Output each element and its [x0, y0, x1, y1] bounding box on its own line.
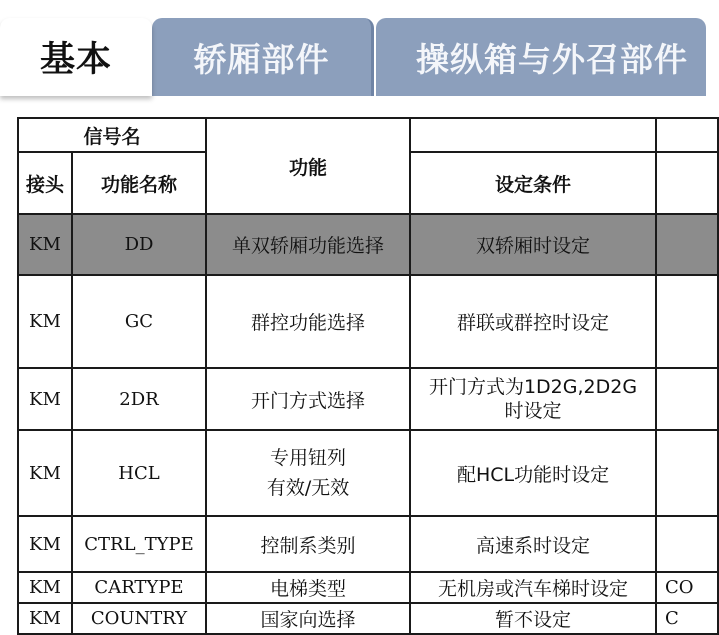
cell-function: 专用钮列有效/无效 [206, 430, 410, 516]
tab-bar [0, 0, 688, 108]
cell-connector: KM [18, 214, 72, 275]
header-signal-name: 信号名 [18, 118, 206, 152]
header-function: 功能 [206, 118, 410, 214]
header-function-name: 功能名称 [72, 152, 206, 214]
cell-condition: 开门方式为1D2G,2D2G时设定 [410, 368, 656, 430]
cell-condition: 无机房或汽车梯时设定 [410, 572, 656, 603]
cell-condition: 双轿厢时设定 [410, 214, 656, 275]
cell-function: 单双轿厢功能选择 [206, 214, 410, 275]
cell-extra [656, 516, 718, 572]
header-condition: 设定条件 [410, 152, 656, 214]
cell-signal-name: CARTYPE [72, 572, 206, 603]
cell-extra [656, 368, 718, 430]
cell-function: 开门方式选择 [206, 368, 410, 430]
tab-car-components[interactable]: 轿厢部件 [152, 18, 374, 96]
cell-connector: KM [18, 603, 72, 634]
cell-extra: C [656, 603, 718, 634]
table-row[interactable] [18, 603, 718, 634]
cell-function: 国家向选择 [206, 603, 410, 634]
table-row[interactable] [18, 516, 718, 572]
tab-basic[interactable]: 基本 [0, 18, 152, 96]
cell-connector: KM [18, 368, 72, 430]
table-row[interactable] [18, 572, 718, 603]
header-connector: 接头 [18, 152, 72, 214]
cell-signal-name: DD [72, 214, 206, 275]
signal-table [17, 117, 719, 635]
cell-signal-name: CTRL_TYPE [72, 516, 206, 572]
cell-extra [656, 275, 718, 368]
cell-condition: 配HCL功能时设定 [410, 430, 656, 516]
cell-signal-name: GC [72, 275, 206, 368]
header-extra [656, 152, 718, 214]
cell-connector: KM [18, 572, 72, 603]
cell-connector: KM [18, 430, 72, 516]
cell-condition: 群联或群控时设定 [410, 275, 656, 368]
cell-signal-name: 2DR [72, 368, 206, 430]
table-row[interactable] [18, 275, 718, 368]
cell-condition: 高速系时设定 [410, 516, 656, 572]
cell-connector: KM [18, 516, 72, 572]
header-condition-top [410, 118, 656, 152]
table-row[interactable] [18, 368, 718, 430]
cell-signal-name: HCL [72, 430, 206, 516]
table-row[interactable] [18, 214, 718, 275]
cell-extra [656, 214, 718, 275]
cell-extra [656, 430, 718, 516]
header-extra-top [656, 118, 718, 152]
cell-function: 控制系类别 [206, 516, 410, 572]
cell-extra: CO [656, 572, 718, 603]
cell-function: 群控功能选择 [206, 275, 410, 368]
cell-connector: KM [18, 275, 72, 368]
cell-condition: 暂不设定 [410, 603, 656, 634]
cell-signal-name: COUNTRY [72, 603, 206, 634]
cell-function: 电梯类型 [206, 572, 410, 603]
table-row[interactable] [18, 430, 718, 516]
tab-panel-and-hall-call-components[interactable]: 操纵箱与外召部件 [376, 18, 706, 96]
